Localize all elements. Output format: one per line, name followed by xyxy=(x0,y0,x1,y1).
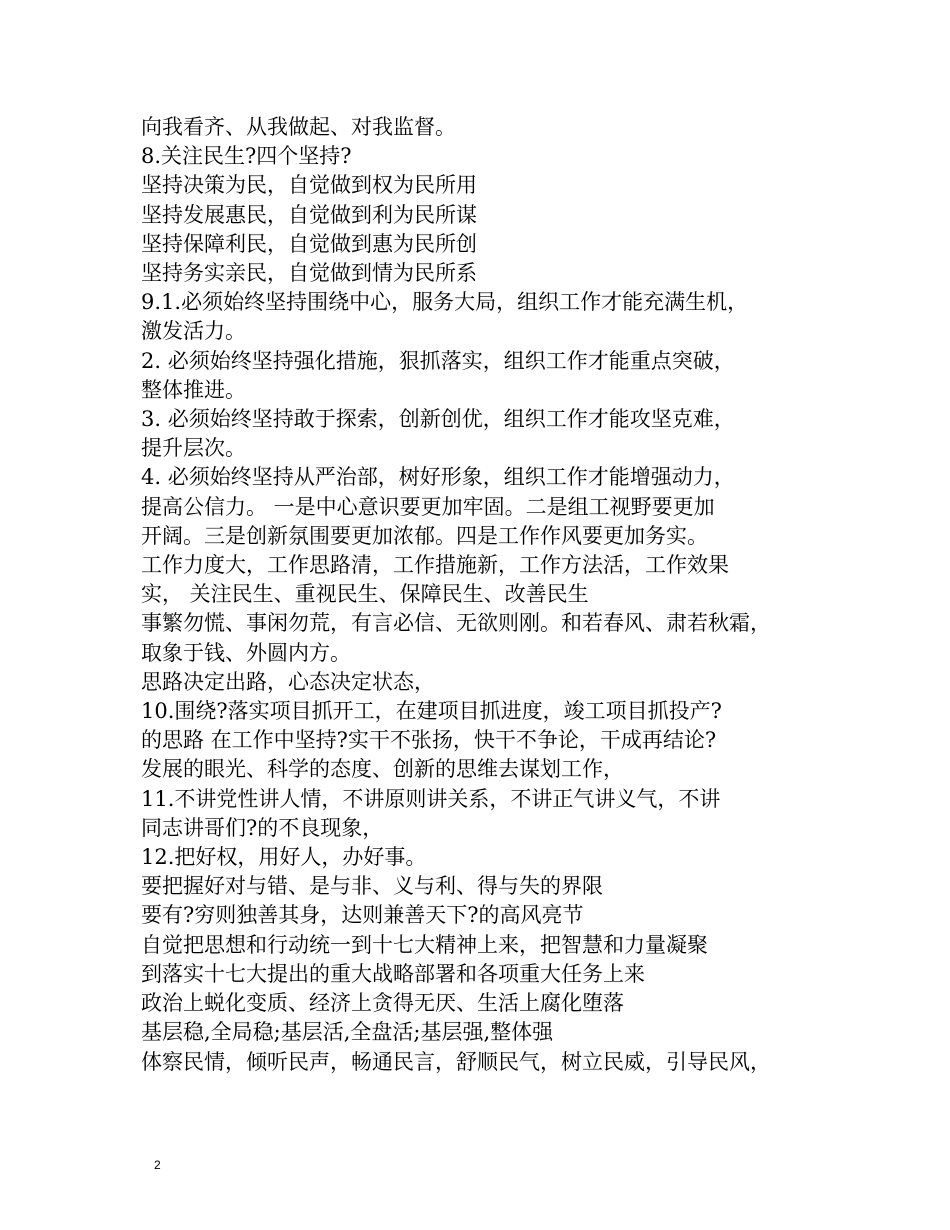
text-line: 9.1.必须始终坚持围绕中心，服务大局，组织工作才能充满生机， xyxy=(141,290,749,315)
text-line: 的思路 在工作中坚持?实干不张扬，快干不争论，干成再结论? xyxy=(141,728,717,753)
text-line: 提高公信力。 一是中心意识要更加牢固。二是组工视野要更加 xyxy=(141,494,715,519)
text-line: 11.不讲党性讲人情，不讲原则讲关系，不讲正气讲义气，不讲 xyxy=(141,786,721,811)
text-line: 4. 必须始终坚持从严治部，树好形象，组织工作才能增强动力， xyxy=(141,465,735,490)
page-number: 2 xyxy=(154,1158,161,1172)
text-line: 8.关注民生?四个坚持? xyxy=(141,144,352,169)
text-line: 思路决定出路，心态决定状态， xyxy=(141,669,435,694)
text-line: 事繁勿慌、事闲勿荒，有言必信、无欲则刚。和若春风、肃若秋霜， xyxy=(141,611,771,636)
text-line: 坚持决策为民，自觉做到权为民所用 xyxy=(141,173,477,198)
text-line: 体察民情，倾听民声，畅通民言，舒顺民气，树立民威，引导民风， xyxy=(141,1049,771,1074)
text-line: 10.围绕?落实项目抓开工，在建项目抓进度，竣工项目抓投产? xyxy=(141,699,722,724)
text-line: 12.把好权，用好人，办好事。 xyxy=(141,845,427,870)
text-line: 工作力度大，工作思路清，工作措施新，工作方法活，工作效果 xyxy=(141,553,729,578)
text-line: 基层稳,全局稳;基层活,全盘活;基层强,整体强 xyxy=(141,1020,554,1045)
text-line: 开阔。三是创新氛围要更加浓郁。四是工作作风要更加务实。 xyxy=(141,523,708,548)
text-line: 要有?穷则独善其身，达则兼善天下?的高风亮节 xyxy=(141,903,584,928)
text-line: 坚持发展惠民，自觉做到利为民所谋 xyxy=(141,202,477,227)
text-line: 取象于钱、外圆内方。 xyxy=(141,640,351,665)
text-line: 到落实十七大提出的重大战略部署和各项重大任务上来 xyxy=(141,961,645,986)
text-line: 自觉把思想和行动统一到十七大精神上来，把智慧和力量凝聚 xyxy=(141,932,708,957)
text-line: 整体推进。 xyxy=(141,377,246,402)
text-line: 政治上蜕化变质、经济上贪得无厌、生活上腐化堕落 xyxy=(141,991,624,1016)
text-line: 实， 关注民生、重视民生、保障民生、改善民生 xyxy=(141,582,589,607)
text-line: 发展的眼光、科学的态度、创新的思维去谋划工作， xyxy=(141,757,624,782)
text-line: 激发活力。 xyxy=(141,319,246,344)
text-line: 同志讲哥们?的不良现象， xyxy=(141,815,384,840)
text-line: 要把握好对与错、是与非、义与利、得与失的界限 xyxy=(141,874,603,899)
text-line: 坚持保障利民，自觉做到惠为民所创 xyxy=(141,231,477,256)
body-text xyxy=(141,113,831,1077)
text-line: 向我看齐、从我做起、对我监督。 xyxy=(141,115,456,139)
text-line: 坚持务实亲民，自觉做到情为民所系 xyxy=(141,261,477,286)
text-line: 3. 必须始终坚持敢于探索，创新创优，组织工作才能攻坚克难， xyxy=(141,407,735,432)
text-line: 2. 必须始终坚持强化措施，狠抓落实，组织工作才能重点突破， xyxy=(141,348,735,373)
text-line: 提升层次。 xyxy=(141,436,246,461)
